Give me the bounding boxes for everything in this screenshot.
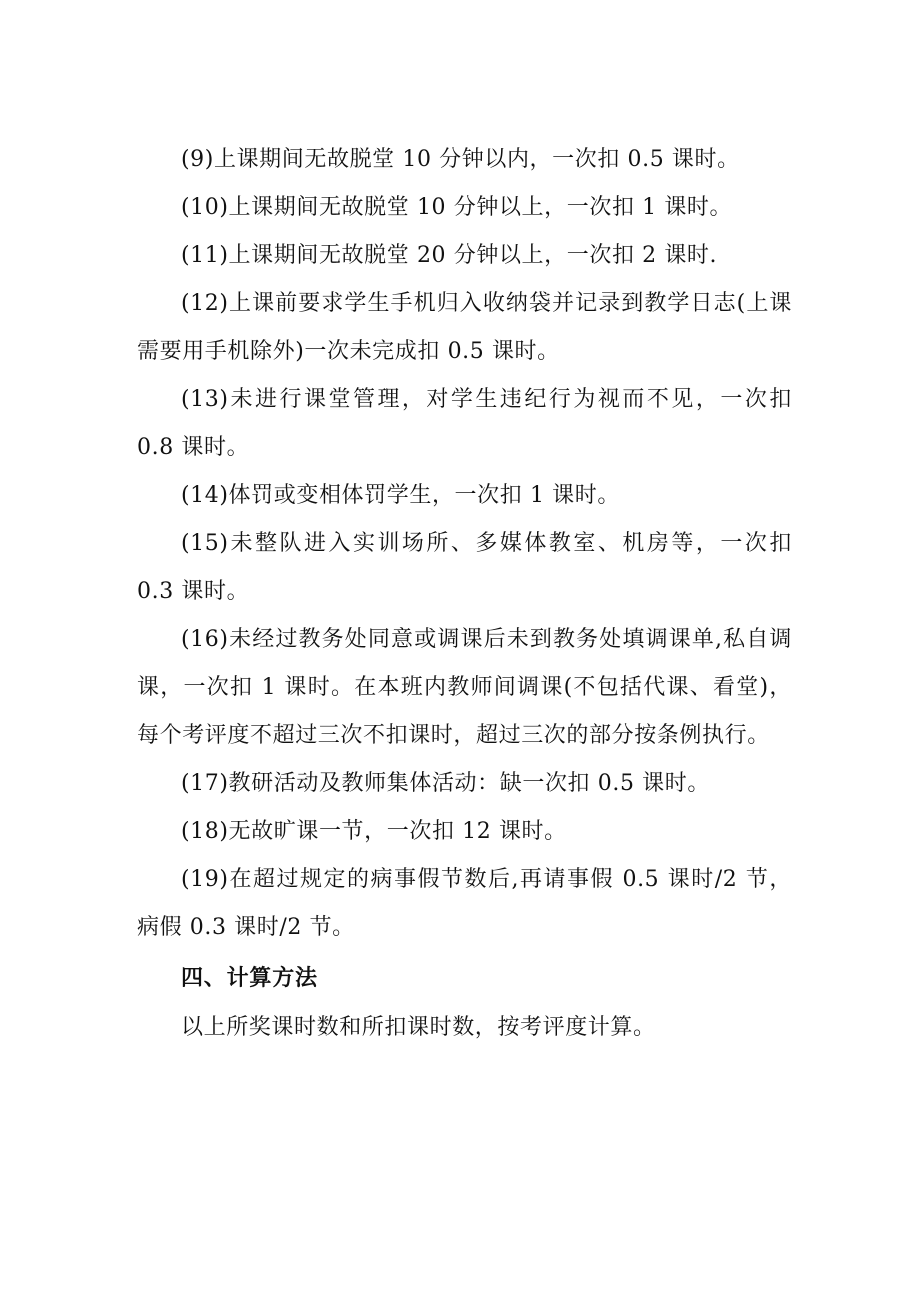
rule-item-17: (17)教研活动及教师集体活动：缺一次扣 0.5 课时。 [181,771,710,796]
rule-item-15: (15)未整队进入实训场所、多媒体教室、机房等，一次扣 0.3 课时。 [137,531,792,604]
rule-item-19: (19)在超过规定的病事假节数后,再请事假 0.5 课时/2 节，病假 0.3 课时/2 节。 [137,867,792,940]
rule-item-14: (14)体罚或变相体罚学生，一次扣 1 课时。 [181,483,620,508]
rule-item-18: (18)无故旷课一节，一次扣 12 课时。 [181,819,567,844]
section-body: 以上所奖课时数和所扣课时数，按考评度计算。 [181,1015,656,1040]
document-body [137,136,792,1052]
rule-item-16: (16)未经过教务处同意或调课后未到教务处填调课单,私自调课，一次扣 1 课时。在本班内教师间调课(不包括代课、看堂)，每个考评度不超过三次不扣课时，超过三次的部分按条例执行。 [137,627,792,748]
rule-item-11: (11)上课期间无故脱堂 20 分钟以上，一次扣 2 课时. [181,243,718,268]
rule-item-12: (12)上课前要求学生手机归入收纳袋并记录到教学日志(上课需要用手机除外)一次未完成扣 0.5 课时。 [137,291,792,364]
rule-item-13: (13)未进行课堂管理，对学生违纪行为视而不见，一次扣 0.8 课时。 [137,387,792,460]
section-heading: 四、计算方法 [181,966,318,991]
rule-item-9: (9)上课期间无故脱堂 10 分钟以内，一次扣 0.5 课时。 [181,147,740,172]
rule-item-10: (10)上课期间无故脱堂 10 分钟以上，一次扣 1 课时。 [181,195,733,220]
